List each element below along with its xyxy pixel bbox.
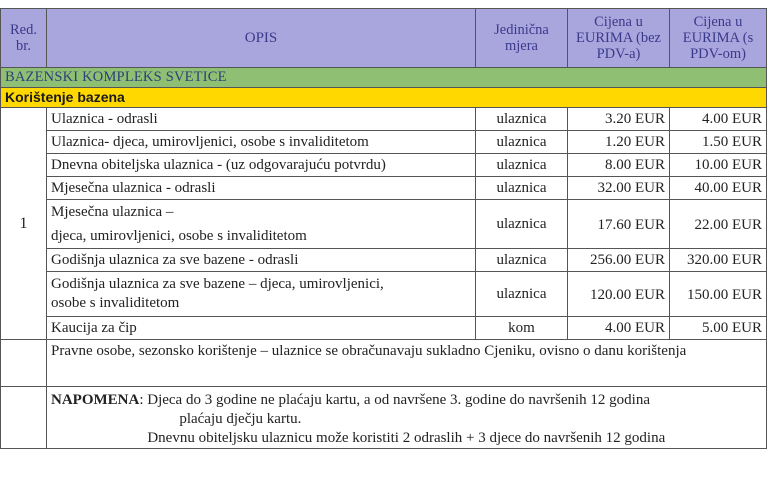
row-price-bez-pdv: 4.00 EUR bbox=[568, 317, 670, 340]
header-opis: OPIS bbox=[47, 9, 476, 68]
table-row bbox=[1, 154, 767, 177]
table-header-row bbox=[1, 9, 767, 68]
section-title: BAZENSKI KOMPLEKS SVETICE bbox=[1, 68, 767, 88]
row-opis: Godišnja ulaznica za sve bazene - odrasli bbox=[47, 249, 476, 272]
row-opis-line2: osobe s invaliditetom bbox=[51, 295, 180, 311]
row-opis: Kaucija za čip bbox=[47, 317, 476, 340]
row-mjera: kom bbox=[476, 317, 568, 340]
row-price-s-pdv: 22.00 EUR bbox=[670, 200, 767, 249]
row-price-s-pdv: 1.50 EUR bbox=[670, 131, 767, 154]
table-row bbox=[1, 108, 767, 131]
table-row bbox=[1, 272, 767, 317]
table-row bbox=[1, 177, 767, 200]
row-mjera: ulaznica bbox=[476, 272, 568, 317]
table-row bbox=[1, 131, 767, 154]
row-mjera: ulaznica bbox=[476, 131, 568, 154]
header-cijena-bez-pdv: Cijena u EURIMA (bez PDV-a) bbox=[568, 9, 670, 68]
row-price-bez-pdv: 120.00 EUR bbox=[568, 272, 670, 317]
row-opis bbox=[47, 200, 476, 249]
header-red-br: Red. br. bbox=[1, 9, 47, 68]
note-spacer bbox=[1, 387, 47, 449]
row-opis: Ulaznica - odrasli bbox=[47, 108, 476, 131]
row-price-bez-pdv: 8.00 EUR bbox=[568, 154, 670, 177]
row-mjera: ulaznica bbox=[476, 249, 568, 272]
row-opis: Ulaznica- djeca, umirovljenici, osobe s invaliditetom bbox=[47, 131, 476, 154]
table-row bbox=[1, 317, 767, 340]
header-jedinicna-mjera: Jedinična mjera bbox=[476, 9, 568, 68]
napomena-lines bbox=[139, 391, 665, 448]
row-price-s-pdv: 150.00 EUR bbox=[670, 272, 767, 317]
row-price-bez-pdv: 256.00 EUR bbox=[568, 249, 670, 272]
napomena-line3: Dnevnu obiteljsku ulaznicu može koristiti 2 odraslih + 3 djece do navršenih 12 godina bbox=[147, 430, 666, 446]
price-list-table bbox=[0, 8, 767, 449]
row-mjera: ulaznica bbox=[476, 108, 568, 131]
row-price-s-pdv: 4.00 EUR bbox=[670, 108, 767, 131]
table-row bbox=[1, 200, 767, 249]
note-pravne-osobe: Pravne osobe, sezonsko korištenje – ulaznice se obračunavaju sukladno Cjeniku, ovisno o danu korištenja bbox=[47, 340, 767, 387]
header-cijena-s-pdv: Cijena u EURIMA (s PDV-om) bbox=[670, 9, 767, 68]
row-mjera: ulaznica bbox=[476, 154, 568, 177]
row-price-bez-pdv: 1.20 EUR bbox=[568, 131, 670, 154]
napomena-cell bbox=[47, 387, 767, 449]
row-price-s-pdv: 320.00 EUR bbox=[670, 249, 767, 272]
row-price-s-pdv: 5.00 EUR bbox=[670, 317, 767, 340]
napomena-line2: plaćaju dječju kartu. bbox=[179, 411, 302, 427]
napomena-line1: : Djeca do 3 godine ne plaćaju kartu, a od navršene 3. godine do navršenih 12 godina bbox=[139, 392, 651, 408]
section-row bbox=[1, 68, 767, 88]
row-opis: Mjesečna ulaznica - odrasli bbox=[47, 177, 476, 200]
note-spacer bbox=[1, 340, 47, 387]
note-row-napomena bbox=[1, 387, 767, 449]
row-opis-line1: Godišnja ulaznica za sve bazene – djeca, umirovljenici, bbox=[51, 276, 384, 292]
napomena-block bbox=[51, 391, 762, 448]
row-opis bbox=[47, 272, 476, 317]
row-opis-line1: Mjesečna ulaznica – bbox=[51, 204, 174, 220]
row-number: 1 bbox=[1, 108, 47, 340]
row-mjera: ulaznica bbox=[476, 200, 568, 249]
row-opis-line2: djeca, umirovljenici, osobe s invaliditetom bbox=[51, 228, 307, 244]
row-price-bez-pdv: 3.20 EUR bbox=[568, 108, 670, 131]
note-row-pravne bbox=[1, 340, 767, 387]
row-opis: Dnevna obiteljska ulaznica - (uz odgovarajuću potvrdu) bbox=[47, 154, 476, 177]
subsection-title: Korištenje bazena bbox=[1, 88, 767, 108]
row-price-s-pdv: 10.00 EUR bbox=[670, 154, 767, 177]
row-price-bez-pdv: 32.00 EUR bbox=[568, 177, 670, 200]
row-mjera: ulaznica bbox=[476, 177, 568, 200]
table-row bbox=[1, 249, 767, 272]
row-price-s-pdv: 40.00 EUR bbox=[670, 177, 767, 200]
subsection-row bbox=[1, 88, 767, 108]
row-price-bez-pdv: 17.60 EUR bbox=[568, 200, 670, 249]
napomena-label: NAPOMENA bbox=[51, 392, 140, 408]
